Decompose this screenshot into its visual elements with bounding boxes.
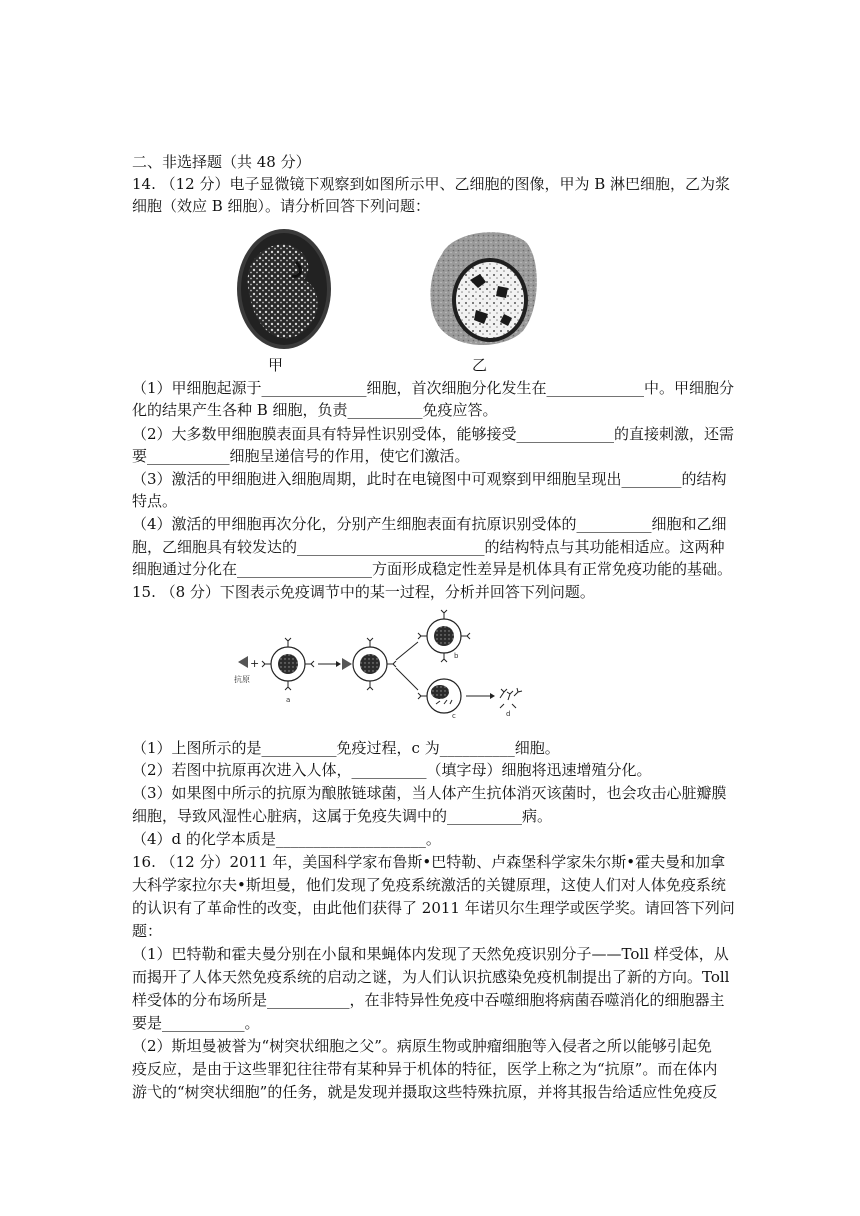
section-heading: 二、非选择题（共 48 分） [132, 153, 311, 171]
question-14-part-2: 要___________细胞呈递信号的作用，使它们激活。 [132, 447, 470, 465]
question-16-stem: 的认识有了革命性的改变，由此他们获得了 2011 年诺贝尔生理学或医学奖。请回答下列问 [132, 899, 735, 917]
question-14-part-3: （3）激活的甲细胞进入细胞周期，此时在电镜图中可观察到甲细胞呈现出________的结构 [132, 470, 727, 488]
immune-process-diagram [232, 606, 532, 728]
letter-a: a [286, 696, 291, 704]
question-16-stem: 题： [132, 922, 163, 940]
question-15-part-3: （3）如果图中所示的抗原为酿脓链球菌，当人体产生抗体消灭该菌时，也会攻击心脏瓣膜 [132, 784, 727, 802]
figure-label-jia: 甲 [268, 356, 284, 374]
antigen-label: 抗原 [234, 675, 250, 684]
question-14-part-1: 化的结果产生各种 B 细胞，负责__________免疫应答。 [132, 401, 498, 419]
question-16-part-2: （2）斯坦曼被誉为“树突状细胞之父”。病原生物或肿瘤细胞等入侵者之所以能够引起免 [132, 1037, 712, 1055]
question-16-part-1: 要是___________。 [132, 1014, 260, 1032]
question-15-part-4: （4）d 的化学本质是____________________。 [132, 830, 441, 848]
question-15-stem: 15. （8 分）下图表示免疫调节中的某一过程，分析并回答下列问题。 [132, 583, 595, 601]
letter-b: b [454, 652, 459, 660]
question-16-stem: 16. （12 分）2011 年，美国科学家布鲁斯•巴特勒、卢森堡科学家朱尔斯•霍夫曼和加拿 [132, 853, 726, 871]
question-14-part-4: 细胞通过分化在__________________方面形成稳定性差异是机体具有正常免疫功能的基础。 [132, 560, 733, 578]
question-16-stem: 大科学家拉尔夫•斯坦曼，他们发现了免疫系统激活的关键原理，这使人们对人体免疫系统 [132, 876, 726, 894]
question-14-stem: 14. （12 分）电子显微镜下观察到如图所示甲、乙细胞的图像，甲为 B 淋巴细胞，乙为浆 [132, 175, 731, 193]
svg-text:+: + [250, 657, 260, 670]
question-14-part-1: （1）甲细胞起源于______________细胞，首次细胞分化发生在_____________中。甲细胞分 [132, 379, 735, 397]
figure-label-yi: 乙 [472, 356, 488, 374]
question-15-part-2: （2）若图中抗原再次进入人体，__________（填字母）细胞将迅速增殖分化。 [132, 761, 652, 779]
question-16-part-2: 疫反应，是由于这些罪犯往往带有某种异于机体的特征，医学上称之为“抗原”。而在体内 [132, 1060, 718, 1078]
question-14-part-4: （4）激活的甲细胞再次分化，分别产生细胞表面有抗原识别受体的__________细胞和乙细 [132, 515, 727, 533]
micrograph-plasma-cell [422, 224, 544, 356]
question-14-part-2: （2）大多数甲细胞膜表面具有特异性识别受体，能够接受_____________的直接刺激，还需 [132, 425, 735, 443]
question-14-stem: 细胞（效应 B 细胞）。请分析回答下列问题： [132, 197, 431, 215]
letter-d: d [506, 710, 511, 718]
letter-c: c [452, 712, 456, 720]
question-15-part-3: 细胞，导致风湿性心脏病，这属于免疫失调中的__________病。 [132, 807, 553, 825]
question-14-part-3: 特点。 [132, 492, 178, 510]
question-14-part-4: 胞，乙细胞具有较发达的_________________________的结构特点与其功能相适应。这两种 [132, 538, 725, 556]
question-16-part-1: 而揭开了人体天然免疫系统的启动之谜，为人们认识抗感染免疫机制提出了新的方向。Toll [132, 968, 730, 986]
question-16-part-1: （1）巴特勒和霍夫曼分别在小鼠和果蝇体内发现了天然免疫识别分子——Toll 样受体，从 [132, 945, 729, 963]
question-15-part-1: （1）上图所示的是__________免疫过程，c 为__________细胞。 [132, 739, 560, 757]
micrograph-b-lymphocyte [234, 226, 334, 356]
question-16-part-2: 游弋的“树突状细胞”的任务，就是发现并摄取这些特殊抗原，并将其报告给适应性免疫反 [132, 1083, 718, 1101]
question-16-part-1: 样受体的分布场所是___________，在非特异性免疫中吞噬细胞将病菌吞噬消化的细胞器主 [132, 991, 725, 1009]
